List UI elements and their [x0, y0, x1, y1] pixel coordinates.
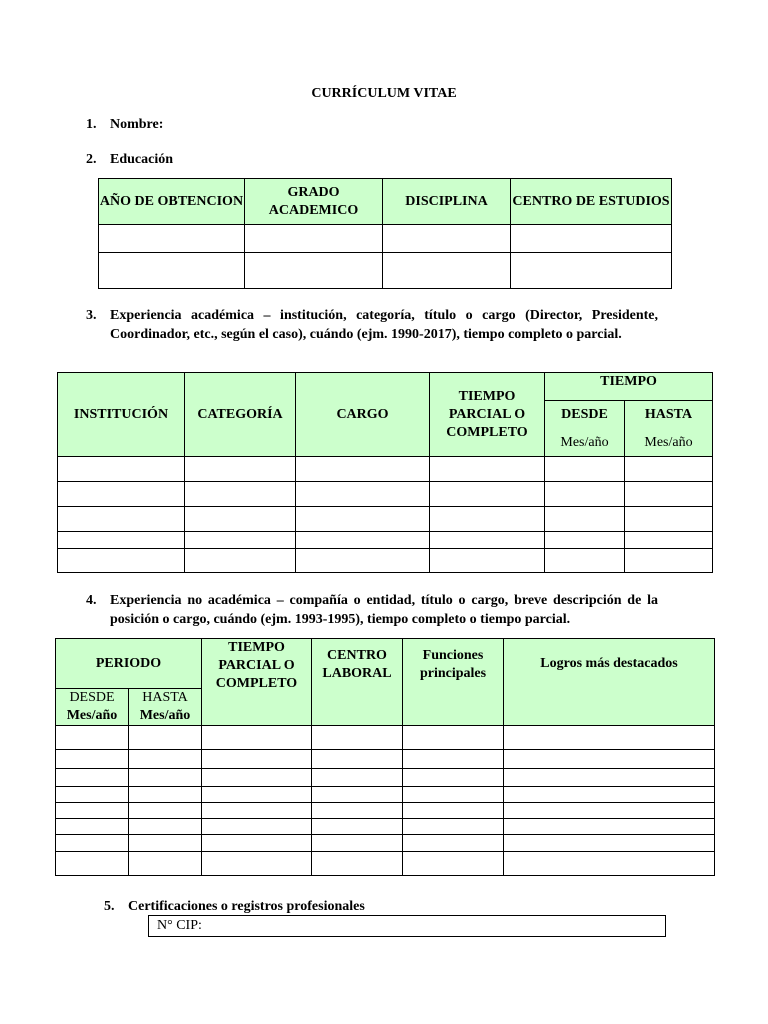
table-row	[99, 253, 672, 289]
section-nombre	[86, 115, 686, 135]
education-table	[98, 178, 672, 289]
table-row	[56, 769, 715, 787]
header-cargo: CARGO	[296, 373, 430, 457]
table-cell[interactable]	[430, 482, 545, 507]
table-cell[interactable]	[202, 852, 312, 876]
table-cell[interactable]	[403, 835, 504, 852]
table-cell[interactable]	[312, 769, 403, 787]
table-cell[interactable]	[403, 803, 504, 819]
table-cell[interactable]	[202, 835, 312, 852]
section-label-experiencia-academica: Experiencia académica – institución, categoría, título o cargo (Director, Presidente, Coordinador, etc., según el caso), cuándo (ejm. 1990-2017), tiempo completo o parcial.	[110, 308, 658, 342]
table-row	[56, 787, 715, 803]
table-cell[interactable]	[56, 819, 129, 835]
section-number: 4.	[86, 593, 97, 608]
hasta-label: HASTA	[142, 690, 188, 705]
table-cell[interactable]	[403, 787, 504, 803]
table-cell[interactable]	[58, 507, 185, 532]
table-row	[56, 835, 715, 852]
section-number: 5.	[104, 899, 115, 914]
table-cell[interactable]	[99, 253, 245, 289]
desde-mes-ano: Mes/año	[560, 434, 609, 450]
table-cell[interactable]	[312, 726, 403, 750]
table-cell[interactable]	[202, 803, 312, 819]
table-cell[interactable]	[296, 457, 430, 482]
table-cell[interactable]	[504, 769, 715, 787]
table-cell[interactable]	[625, 482, 713, 507]
table-cell[interactable]	[296, 532, 430, 549]
section-number: 1.	[86, 117, 97, 132]
cip-field[interactable]	[148, 915, 666, 937]
header-tiempo-parcial: TIEMPO PARCIAL O COMPLETO	[202, 639, 312, 726]
table-row	[56, 852, 715, 876]
table-cell[interactable]	[185, 482, 296, 507]
table-cell[interactable]	[430, 457, 545, 482]
table-cell[interactable]	[202, 726, 312, 750]
table-cell[interactable]	[296, 549, 430, 573]
table-cell[interactable]	[403, 726, 504, 750]
table-cell[interactable]	[625, 549, 713, 573]
table-cell[interactable]	[129, 769, 202, 787]
desde-label: DESDE	[69, 690, 115, 705]
table-cell[interactable]	[202, 769, 312, 787]
section-label-certificaciones: Certificaciones o registros profesionales	[128, 899, 365, 914]
table-cell[interactable]	[185, 457, 296, 482]
table-row	[58, 507, 713, 532]
table-row	[56, 803, 715, 819]
table-cell[interactable]	[312, 803, 403, 819]
table-cell[interactable]	[430, 507, 545, 532]
table-cell[interactable]	[129, 852, 202, 876]
table-cell[interactable]	[129, 787, 202, 803]
section-label-experiencia-no-academica: Experiencia no académica – compañía o entidad, título o cargo, breve descripción de la posición o cargo, cuándo (ejm. 1993-1995), tiempo completo o tiempo parcial.	[110, 593, 658, 627]
table-cell[interactable]	[383, 225, 511, 253]
table-cell[interactable]	[403, 819, 504, 835]
section-experiencia-no-academica	[86, 591, 660, 631]
table-cell[interactable]	[403, 750, 504, 769]
table-cell[interactable]	[545, 457, 625, 482]
section-certificaciones	[104, 897, 664, 917]
table-cell[interactable]	[58, 457, 185, 482]
table-cell[interactable]	[511, 253, 672, 289]
table-cell[interactable]	[56, 835, 129, 852]
table-cell[interactable]	[202, 787, 312, 803]
table-cell[interactable]	[58, 482, 185, 507]
table-cell[interactable]	[185, 549, 296, 573]
table-cell[interactable]	[129, 750, 202, 769]
table-cell[interactable]	[312, 787, 403, 803]
table-cell[interactable]	[56, 852, 129, 876]
header-institucion: INSTITUCIÓN	[58, 373, 185, 457]
section-label-educacion: Educación	[110, 152, 174, 167]
header-logros: Logros más destacados	[504, 639, 715, 726]
header-tiempo: TIEMPO	[545, 373, 713, 401]
header-ano-obtencion: AÑO DE OBTENCION	[99, 179, 245, 225]
header-centro-laboral: CENTRO LABORAL	[312, 639, 403, 726]
table-cell[interactable]	[625, 532, 713, 549]
table-cell[interactable]	[545, 507, 625, 532]
table-cell[interactable]	[511, 225, 672, 253]
section-number: 3.	[86, 308, 97, 323]
header-grado-academico: GRADO ACADEMICO	[245, 179, 383, 225]
header-hasta	[625, 401, 713, 457]
table-cell[interactable]	[545, 532, 625, 549]
table-cell[interactable]	[245, 225, 383, 253]
header-hasta	[129, 689, 202, 726]
table-cell[interactable]	[185, 507, 296, 532]
table-cell[interactable]	[129, 819, 202, 835]
table-cell[interactable]	[504, 835, 715, 852]
table-cell[interactable]	[504, 803, 715, 819]
header-tiempo-parcial: TIEMPO PARCIAL O COMPLETO	[430, 373, 545, 457]
table-cell[interactable]	[504, 726, 715, 750]
desde-label: DESDE	[561, 406, 608, 422]
cip-label: N° CIP:	[157, 918, 202, 933]
header-desde	[56, 689, 129, 726]
section-label-nombre: Nombre:	[110, 117, 164, 132]
table-cell[interactable]	[58, 532, 185, 549]
table-cell[interactable]	[545, 549, 625, 573]
table-row	[56, 819, 715, 835]
section-experiencia-academica	[86, 306, 660, 366]
table-row	[56, 750, 715, 769]
table-cell[interactable]	[202, 819, 312, 835]
header-categoria: CATEGORÍA	[185, 373, 296, 457]
table-row	[58, 549, 713, 573]
table-cell[interactable]	[504, 819, 715, 835]
table-cell[interactable]	[383, 253, 511, 289]
table-cell[interactable]	[99, 225, 245, 253]
header-centro-estudios: CENTRO DE ESTUDIOS	[511, 179, 672, 225]
table-cell[interactable]	[312, 835, 403, 852]
table-cell[interactable]	[202, 750, 312, 769]
table-cell[interactable]	[296, 482, 430, 507]
table-row	[58, 532, 713, 549]
table-row	[56, 726, 715, 750]
non-academic-experience-table	[55, 638, 715, 876]
document-title: CURRÍCULUM VITAE	[311, 86, 457, 101]
header-funciones: Funciones principales	[403, 639, 504, 726]
section-number: 2.	[86, 152, 97, 167]
header-disciplina: DISCIPLINA	[383, 179, 511, 225]
hasta-mes-ano: Mes/año	[139, 708, 191, 723]
table-row	[58, 482, 713, 507]
table-cell[interactable]	[625, 457, 713, 482]
table-row	[99, 225, 672, 253]
hasta-mes-ano: Mes/año	[644, 434, 693, 450]
table-cell[interactable]	[625, 507, 713, 532]
hasta-label: HASTA	[644, 406, 693, 422]
table-cell[interactable]	[296, 507, 430, 532]
table-cell[interactable]	[312, 852, 403, 876]
table-cell[interactable]	[56, 750, 129, 769]
table-cell[interactable]	[56, 726, 129, 750]
desde-mes-ano: Mes/año	[66, 708, 118, 723]
table-cell[interactable]	[129, 835, 202, 852]
table-cell[interactable]	[129, 726, 202, 750]
table-cell[interactable]	[545, 482, 625, 507]
table-cell[interactable]	[58, 549, 185, 573]
table-cell[interactable]	[312, 750, 403, 769]
table-cell[interactable]	[185, 532, 296, 549]
table-cell[interactable]	[245, 253, 383, 289]
table-cell[interactable]	[430, 532, 545, 549]
table-cell[interactable]	[504, 787, 715, 803]
table-cell[interactable]	[504, 750, 715, 769]
table-cell[interactable]	[403, 852, 504, 876]
table-cell[interactable]	[56, 803, 129, 819]
table-row	[58, 457, 713, 482]
table-cell[interactable]	[56, 769, 129, 787]
table-cell[interactable]	[403, 769, 504, 787]
section-educacion	[86, 150, 686, 170]
table-cell[interactable]	[430, 549, 545, 573]
table-cell[interactable]	[56, 787, 129, 803]
table-cell[interactable]	[504, 852, 715, 876]
table-cell[interactable]	[312, 819, 403, 835]
academic-experience-table	[57, 372, 713, 573]
header-desde	[545, 401, 625, 457]
table-cell[interactable]	[129, 803, 202, 819]
header-periodo: PERIODO	[56, 639, 202, 689]
